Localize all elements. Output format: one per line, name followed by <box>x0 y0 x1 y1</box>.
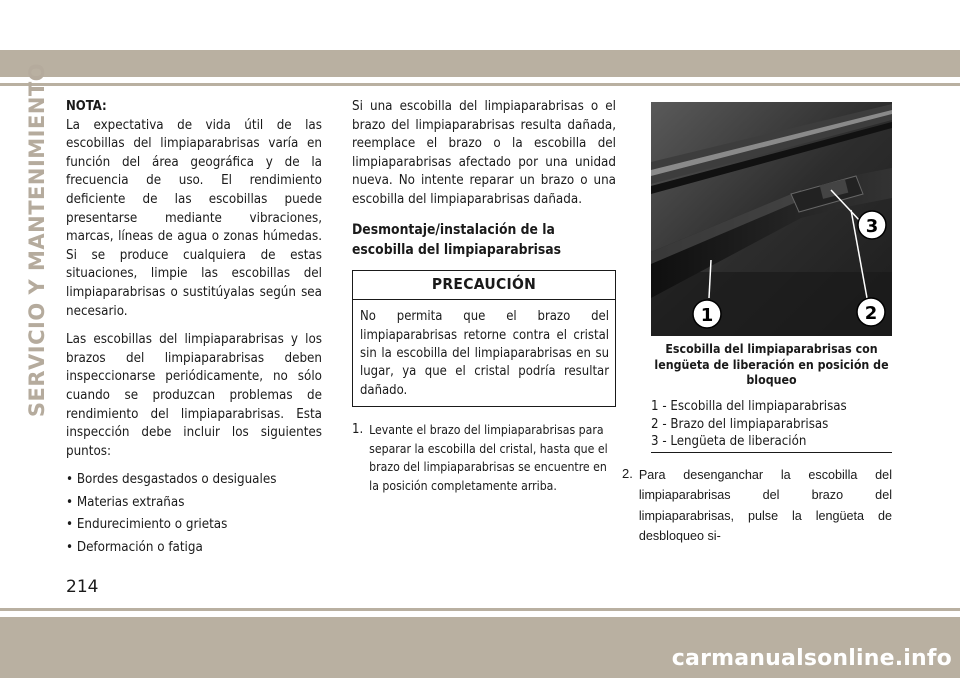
inspection-paragraph: Las escobillas del limpiaparabrisas y los brazos del limpiaparabrisas deben inspeccionarse periódicamente, no sólo cuando se produzcan problemas de rendimiento del limpiaparabrisas. Esta inspección debe incluir los siguientes puntos: <box>66 332 322 459</box>
step-number: 1. <box>352 422 364 438</box>
step-1 <box>352 421 616 495</box>
section-heading: Desmontaje/instalación de la escobilla del limpiaparabrisas <box>352 221 562 258</box>
inspection-list <box>66 471 322 557</box>
list-item: • Deformación o fatiga <box>66 540 203 556</box>
caution-title: PRECAUCIÓN <box>353 271 615 301</box>
column-left <box>66 98 322 562</box>
figure-legend <box>651 398 892 451</box>
caution-text: No permita que el brazo del limpiaparabrisas retorne contra el cristal sin la escobilla del limpiaparabrisas en su lugar, ya que el cristal podría resultar dañado. <box>360 309 609 398</box>
step-number: 2. <box>622 466 633 481</box>
legend-item: 1 - Escobilla del limpiaparabrisas <box>651 399 847 414</box>
callout-1 <box>693 300 721 328</box>
list-item: • Materias extrañas <box>66 494 185 510</box>
watermark-text: carmanualsonline.info <box>671 646 952 671</box>
svg-text:1: 1 <box>700 305 714 326</box>
figure-caption: Escobilla del limpiaparabrisas con lengüeta de liberación en posición de bloqueo <box>654 342 889 388</box>
legend-divider <box>651 452 892 453</box>
damage-paragraph: Si una escobilla del limpiaparabrisas o el brazo del limpiaparabrisas resulta dañada, reemplace el brazo o la escobilla del limpiaparabrisas afectado por una unidad nueva. No intente reparar un brazo o una escobilla del limpiaparabrisas dañada. <box>352 99 616 207</box>
step-2 <box>622 465 892 547</box>
wiper-photo-illustration <box>651 102 892 336</box>
note-title: NOTA: <box>66 99 107 114</box>
header-stripe <box>0 50 960 77</box>
note-text: La expectativa de vida útil de las escobillas del limpiaparabrisas varía en función del área geográfica y de la frecuencia de uso. El rendimiento deficiente de las escobillas puede presentarse mediante vibraciones, marcas, líneas de agua o zonas húmedas. Si se produce cualquiera de estas situaciones, limpie las escobillas del limpiaparabrisas o sustitúyalas según sea necesario. <box>66 117 322 319</box>
section-title: SERVICIO Y MANTENIMIENTO <box>25 62 49 418</box>
header-thin-stripe <box>0 83 960 86</box>
column-middle <box>352 98 616 496</box>
caution-box <box>352 270 616 408</box>
callout-2 <box>857 298 885 326</box>
footer-thin-stripe <box>0 608 960 611</box>
wiper-blade-figure <box>651 102 892 336</box>
page-number: 214 <box>66 577 99 597</box>
step-text: Para desenganchar la escobilla del limpiaparabrisas del brazo del limpiaparabrisas, pulse la lengüeta de desbloqueo si- <box>638 468 892 544</box>
callout-3 <box>858 211 886 239</box>
svg-text:2: 2 <box>864 303 878 324</box>
legend-item: 2 - Brazo del limpiaparabrisas <box>651 416 829 432</box>
legend-item: 3 - Lengüeta de liberación <box>651 434 807 449</box>
list-item: • Endurecimiento o grietas <box>66 517 228 533</box>
section-side-label <box>22 62 52 418</box>
list-item: • Bordes desgastados o desiguales <box>66 472 277 488</box>
svg-text:3: 3 <box>865 216 879 237</box>
step-text: Levante el brazo del limpiaparabrisas para separar la escobilla del cristal, hasta que el brazo del limpiaparabrisas se encuentre en la posición completamente arriba. <box>369 423 608 493</box>
header-band <box>0 0 960 50</box>
